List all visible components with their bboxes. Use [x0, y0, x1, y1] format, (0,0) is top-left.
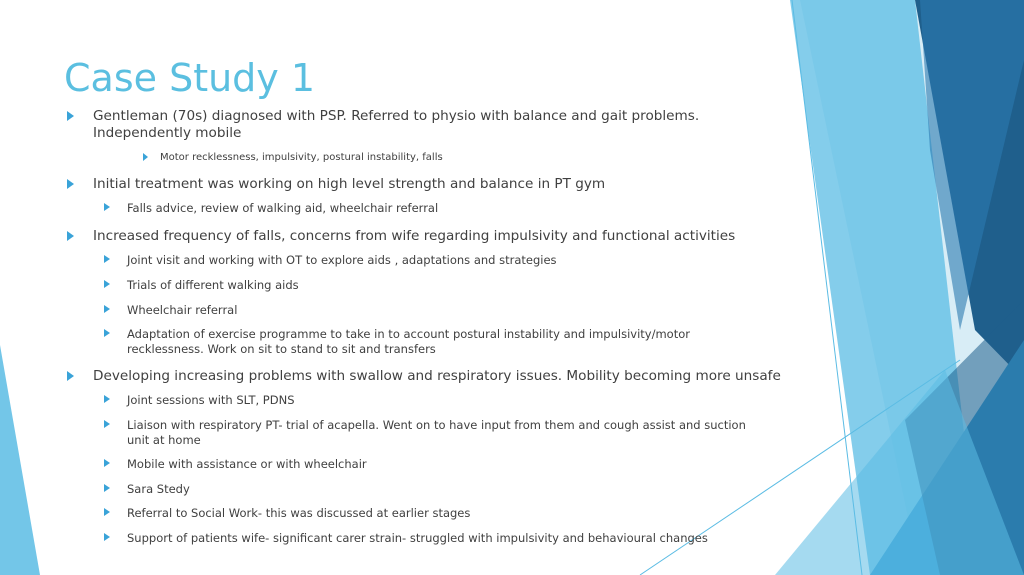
- slide-title: Case Study 1: [64, 56, 316, 100]
- bullet-arrow-icon: [104, 280, 110, 288]
- bullet-arrow-icon: [104, 329, 110, 337]
- bullet-arrow-icon: [104, 459, 110, 467]
- bullet-item: [127, 253, 767, 268]
- bullet-arrow-icon: [67, 179, 74, 189]
- bullet-item: [127, 278, 767, 293]
- bullet-arrow-icon: [104, 203, 110, 211]
- bullet-text: Trials of different walking aids: [127, 278, 299, 292]
- bullet-text: Sara Stedy: [127, 482, 190, 496]
- bullet-item: [160, 151, 760, 164]
- bullet-item: [127, 531, 767, 546]
- bullet-item: [127, 201, 767, 216]
- bullet-text: Liaison with respiratory PT- trial of acapella. Went on to have input from them and cough assist and suction unit at home: [127, 418, 746, 447]
- bullet-arrow-icon: [104, 395, 110, 403]
- bullet-text: Wheelchair referral: [127, 303, 238, 317]
- bullet-arrow-icon: [67, 371, 74, 381]
- bullet-arrow-icon: [104, 305, 110, 313]
- bullet-text: Gentleman (70s) diagnosed with PSP. Referred to physio with balance and gait problems. Independently mobile: [93, 108, 700, 141]
- bullet-text: Referral to Social Work- this was discussed at earlier stages: [127, 506, 471, 520]
- bullet-text: Adaptation of exercise programme to take in to account postural instability and impulsivity/motor recklessness. Work on sit to stand to sit and transfers: [127, 327, 690, 356]
- bullet-arrow-icon: [104, 508, 110, 516]
- bullet-item: [127, 482, 767, 497]
- bullet-text: Mobile with assistance or with wheelchair: [127, 457, 367, 471]
- bullet-text: Falls advice, review of walking aid, wheelchair referral: [127, 201, 439, 215]
- bullet-arrow-icon: [67, 111, 74, 121]
- bullet-arrow-icon: [104, 533, 110, 541]
- bullet-item: [93, 176, 783, 193]
- bullet-text: Support of patients wife- significant carer strain- struggled with impulsivity and behavioural changes: [127, 531, 708, 545]
- bullet-text: Joint sessions with SLT, PDNS: [127, 393, 295, 407]
- bullet-item: [93, 368, 783, 385]
- bullet-item: [93, 228, 783, 245]
- bullet-arrow-icon: [104, 420, 110, 428]
- bullet-arrow-icon: [104, 484, 110, 492]
- bullet-text: Increased frequency of falls, concerns from wife regarding impulsivity and functional activities: [93, 228, 736, 244]
- bullet-arrow-icon: [104, 255, 110, 263]
- bullet-item: [127, 393, 767, 408]
- bullet-item: [127, 327, 767, 356]
- bullet-arrow-icon: [67, 231, 74, 241]
- bullet-text: Initial treatment was working on high level strength and balance in PT gym: [93, 176, 606, 192]
- bullet-item: [127, 303, 767, 318]
- bullet-item: [127, 418, 767, 447]
- bullet-item: [93, 108, 783, 142]
- bullet-text: Joint visit and working with OT to explore aids , adaptations and strategies: [127, 253, 557, 267]
- bullet-arrow-icon: [143, 153, 148, 161]
- bullet-text: Developing increasing problems with swallow and respiratory issues. Mobility becoming more unsafe: [93, 368, 781, 384]
- bullet-text: Motor recklessness, impulsivity, postural instability, falls: [160, 152, 443, 163]
- bullet-item: [127, 457, 767, 472]
- bullet-item: [127, 506, 767, 521]
